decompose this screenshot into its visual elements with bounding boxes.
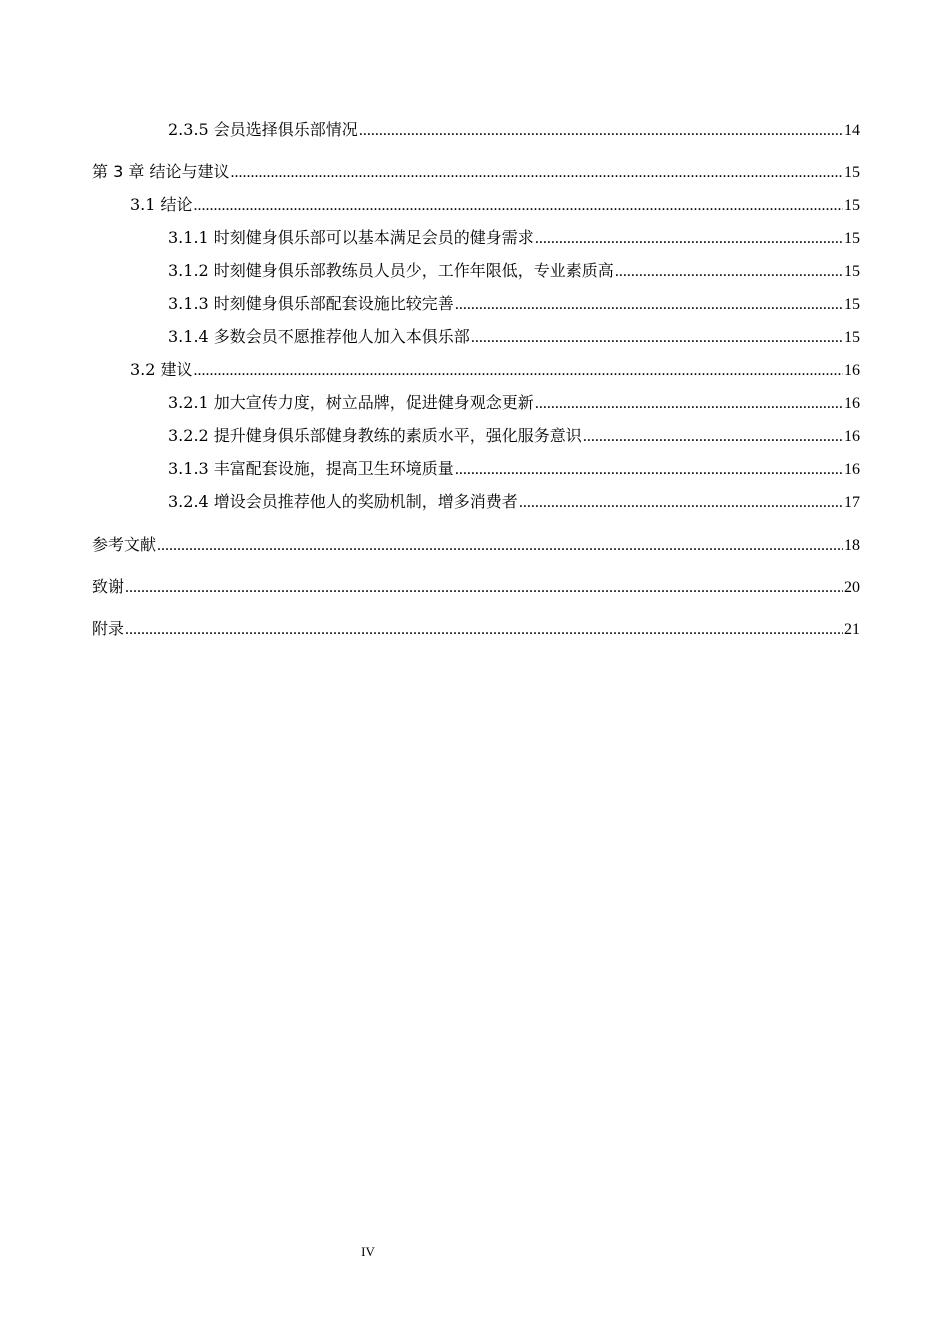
toc-entry-3-1-1[interactable] <box>92 226 860 251</box>
toc-entry-page: 15 <box>844 164 860 181</box>
toc-entry-label: 3.2.4 增设会员推荐他人的奖励机制，增多消费者 <box>168 492 518 511</box>
toc-entry-label: 3.2.1 加大宣传力度，树立品牌，促进健身观念更新 <box>168 393 534 412</box>
toc-entry-label: 3.1.3 时刻健身俱乐部配套设施比较完善 <box>168 294 454 313</box>
toc-leader-dots <box>194 194 843 218</box>
toc-leader-dots <box>194 359 843 383</box>
toc-entry-3-1[interactable] <box>92 193 860 218</box>
toc-entry-3-1-2[interactable] <box>92 259 860 284</box>
toc-entry-appendix[interactable] <box>92 617 860 642</box>
toc-leader-dots <box>230 161 843 185</box>
toc-entry-label: 3.2 建议 <box>130 360 193 379</box>
toc-leader-dots <box>157 534 843 558</box>
toc-entry-page: 21 <box>844 621 860 638</box>
toc-leader-dots <box>583 425 843 449</box>
toc-entry-references[interactable] <box>92 533 860 558</box>
toc-entry-3-2[interactable] <box>92 358 860 383</box>
toc-entry-label: 2.3.5 会员选择俱乐部情况 <box>168 120 358 139</box>
page-number-footer: IV <box>361 1244 375 1259</box>
toc-leader-dots <box>535 392 843 416</box>
toc-entry-page: 16 <box>844 461 860 478</box>
toc-entry-3-2-2[interactable] <box>92 424 860 449</box>
toc-leader-dots <box>455 293 843 317</box>
table-of-contents <box>92 118 860 642</box>
toc-entry-page: 15 <box>844 263 860 280</box>
toc-leader-dots <box>455 458 843 482</box>
toc-entry-page: 15 <box>844 296 860 313</box>
toc-leader-dots <box>519 491 843 515</box>
toc-entry-label: 第 3 章 结论与建议 <box>92 162 230 181</box>
toc-leader-dots <box>359 119 843 143</box>
toc-entry-chapter-3[interactable] <box>92 160 860 185</box>
toc-entry-3-2-1[interactable] <box>92 391 860 416</box>
toc-entry-page: 16 <box>844 395 860 412</box>
toc-entry-3-2-3[interactable] <box>92 457 860 482</box>
toc-leader-dots <box>615 260 843 284</box>
toc-entry-label: 3.1.4 多数会员不愿推荐他人加入本俱乐部 <box>168 327 470 346</box>
toc-entry-label: 3.1.3 丰富配套设施，提高卫生环境质量 <box>168 459 454 478</box>
toc-entry-label: 3.1 结论 <box>130 195 193 214</box>
toc-entry-label: 致谢 <box>92 577 125 596</box>
toc-entry-label: 参考文献 <box>92 535 157 554</box>
toc-entry-3-1-3[interactable] <box>92 292 860 317</box>
toc-entry-page: 18 <box>844 537 860 554</box>
toc-leader-dots <box>125 576 843 600</box>
toc-entry-acknowledgements[interactable] <box>92 575 860 600</box>
toc-entry-label: 3.1.1 时刻健身俱乐部可以基本满足会员的健身需求 <box>168 228 534 247</box>
toc-entry-3-2-4[interactable] <box>92 490 860 515</box>
toc-entry-2-3-5[interactable] <box>92 118 860 143</box>
toc-entry-page: 15 <box>844 329 860 346</box>
toc-leader-dots <box>535 227 843 251</box>
toc-leader-dots <box>471 326 843 350</box>
toc-entry-page: 16 <box>844 362 860 379</box>
toc-entry-page: 15 <box>844 197 860 214</box>
toc-entry-page: 15 <box>844 230 860 247</box>
toc-entry-page: 17 <box>844 494 860 511</box>
toc-entry-page: 20 <box>844 579 860 596</box>
toc-entry-label: 3.1.2 时刻健身俱乐部教练员人员少，工作年限低，专业素质高 <box>168 261 614 280</box>
toc-entry-page: 14 <box>844 122 860 139</box>
toc-entry-3-1-4[interactable] <box>92 325 860 350</box>
toc-entry-label: 3.2.2 提升健身俱乐部健身教练的素质水平，强化服务意识 <box>168 426 582 445</box>
toc-entry-page: 16 <box>844 428 860 445</box>
toc-entry-label: 附录 <box>92 619 125 638</box>
toc-leader-dots <box>125 618 843 642</box>
